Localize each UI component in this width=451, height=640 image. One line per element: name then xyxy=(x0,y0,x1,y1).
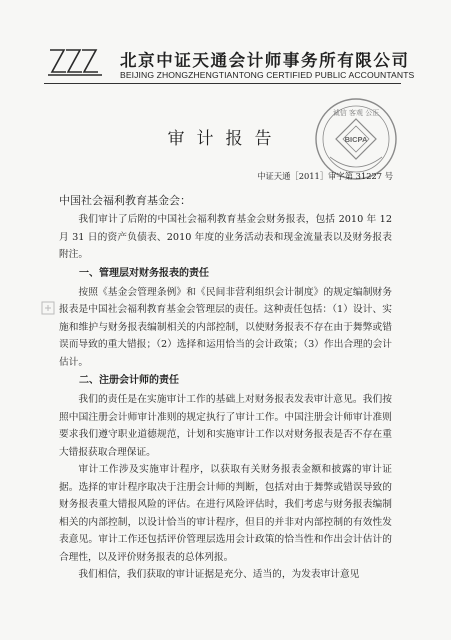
seal-center-text: BICPA xyxy=(344,135,368,144)
auditor-responsibility-paragraph-1: 我们的责任是在实施审计工作的基础上对财务报表发表审计意见。我们按照中国注册会计师审计准则的规定执行了审计工作。中国注册会计师审计准则要求我们遵守职业道德规范，计划和实施审计工作以对财务报表是否不存在重大错报获取合理保证。 xyxy=(59,394,392,458)
report-title: 审计报告 xyxy=(167,129,284,149)
firm-name-chinese: 北京中证天通会计师事务所有限公司 xyxy=(120,51,410,70)
auditor-responsibility-paragraph-3: 我们相信，我们获取的审计证据是充分、适当的，为发表审计意见 xyxy=(78,569,360,580)
management-responsibility-paragraph: 按照《基金会管理条例》和《民间非营利组织会计制度》的规定编制财务报表是中国社会福利教育基金会管理层的责任。这种责任包括：（1）设计、实施和维护与财务报表编制相关的内部控制，以使财务报表不存在由于舞弊或错误而导致的重大错报；（2）选择和运用恰当的会计政策；（3）作出合理的会计估计。 xyxy=(59,286,392,368)
seal-top-text: 诚信 客观 公正 xyxy=(332,109,380,117)
margin-stamp-icon xyxy=(40,300,56,316)
report-reference-number: 中证天通［2011］审字第 31227 号 xyxy=(257,171,393,181)
auditor-responsibility-paragraph-2: 审计工作涉及实施审计程序，以获取有关财务报表金额和披露的审计证据。选择的审计程序取决于注册会计师的判断，包括对由于舞弊或错误导致的财务报表重大错报风险的评估。在进行风险评估时，我们考虑与财务报表编制相关的内部控制，以设计恰当的审计程序，但目的并非对内部控制的有效性发表意见。审计工作还包括评价管理层选用会计政策的恰当性和作出会计估计的合理性，以及评价财务报表的总体列报。 xyxy=(59,464,392,563)
firm-name-english: BEIJING ZHONGZHENGTIANTONG CERTIFIED PUBLIC ACCOUNTANTS xyxy=(120,70,415,80)
report-body xyxy=(59,211,392,584)
section-heading-management: 一、管理层对财务报表的责任 xyxy=(79,267,209,279)
section-heading-auditor: 二、注册会计师的责任 xyxy=(79,375,179,386)
report-addressee: 中国社会福利教育基金会： xyxy=(59,194,191,207)
firm-logo-icon xyxy=(46,44,106,78)
header-divider xyxy=(44,83,401,84)
intro-paragraph: 我们审计了后附的中国社会福利教育基金会财务报表，包括 2010 年 12 月 31 日的资产负债表、2010 年度的业务活动表和现金流量表以及财务报表附注。 xyxy=(59,214,392,260)
